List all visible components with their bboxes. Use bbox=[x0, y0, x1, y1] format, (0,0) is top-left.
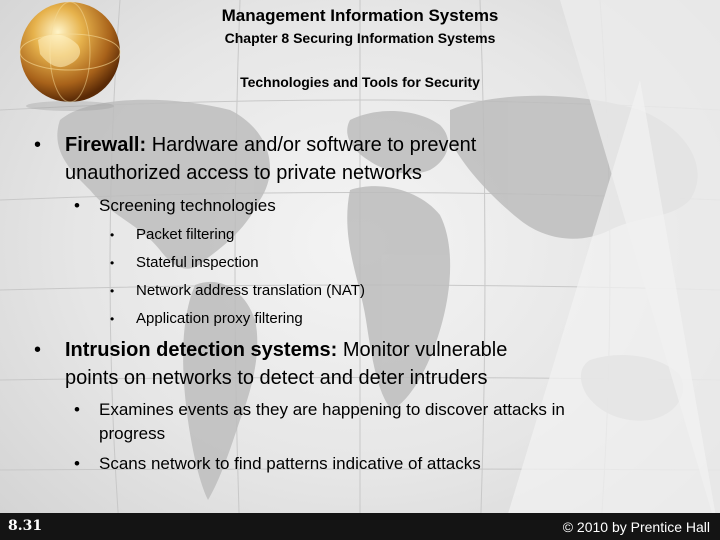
bullet-icon: • bbox=[74, 400, 80, 419]
bullet-icon: • bbox=[110, 312, 115, 326]
subbullet-text: Scans network to find patterns indicative of attacks bbox=[99, 454, 481, 473]
list-item-text: Network address translation (NAT) bbox=[136, 282, 365, 299]
bullet-icon: • bbox=[110, 256, 115, 270]
course-title: Management Information Systems bbox=[221, 6, 499, 25]
bullet-icon: • bbox=[74, 454, 80, 473]
chapter-title: Chapter 8 Securing Information Systems bbox=[224, 30, 496, 46]
list-item-text: Application proxy filtering bbox=[136, 310, 303, 327]
copyright-text: © 2010 by Prentice Hall bbox=[562, 519, 710, 535]
bullet-term: Intrusion detection systems: bbox=[65, 339, 338, 361]
list-item-text: Stateful inspection bbox=[136, 254, 259, 271]
bullet-term: Firewall: bbox=[65, 134, 147, 156]
bullet-icon: • bbox=[34, 339, 42, 361]
subbullet-text-continued: progress bbox=[99, 424, 166, 443]
subbullet-text: Screening technologies bbox=[99, 196, 276, 215]
bullet-text-continued: points on networks to detect and deter intruders bbox=[65, 367, 488, 389]
bullet-icon: • bbox=[110, 228, 115, 242]
bullet-text: Hardware and/or software to prevent bbox=[146, 134, 477, 156]
bullet-text: Monitor vulnerable bbox=[337, 339, 508, 361]
bullet-icon: • bbox=[34, 134, 42, 156]
bullet-icon: • bbox=[110, 284, 115, 298]
subbullet-text: Examines events as they are happening to discover attacks in bbox=[99, 400, 565, 419]
bullet-icon: • bbox=[74, 196, 80, 215]
page-number: 8.31 bbox=[8, 518, 43, 534]
section-title: Technologies and Tools for Security bbox=[240, 74, 480, 90]
footer-bar bbox=[0, 513, 720, 540]
list-item-text: Packet filtering bbox=[136, 226, 235, 243]
bullet-text-continued: unauthorized access to private networks bbox=[65, 162, 422, 184]
